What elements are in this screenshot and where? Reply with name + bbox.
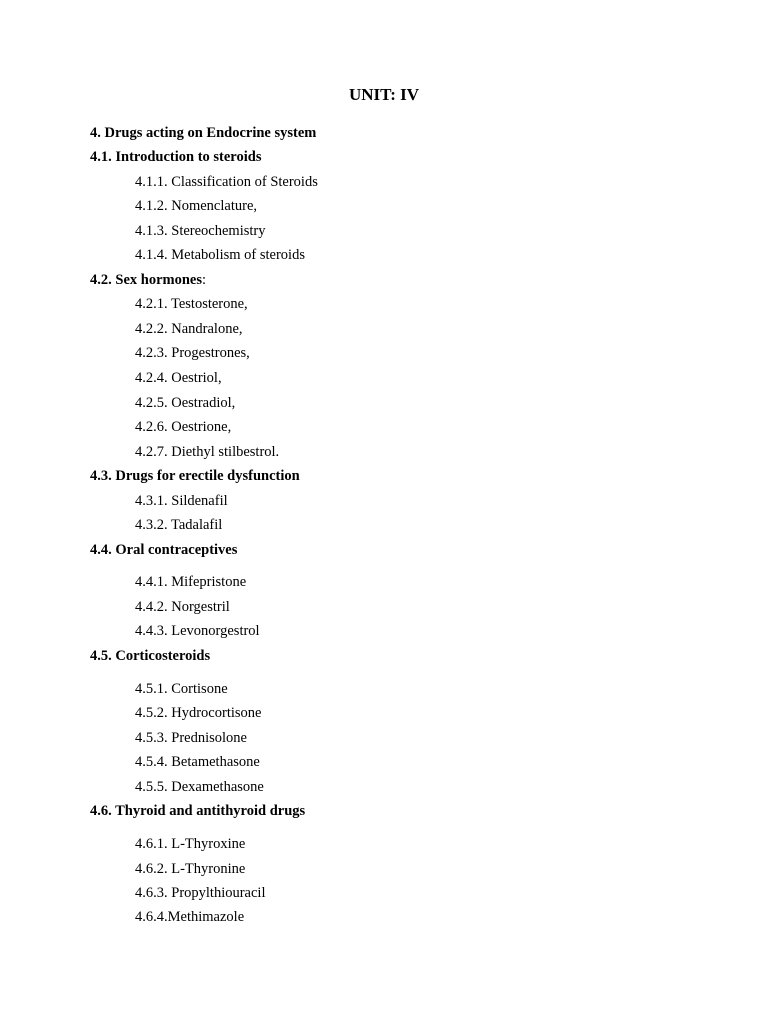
list-item: 4.5.3. Prednisolone [135,730,247,746]
list-item: 4.1.3. Stereochemistry [135,223,266,239]
list-item: 4.2.3. Progestrones, [135,345,250,361]
section-heading-4-3: 4.3. Drugs for erectile dysfunction [90,468,300,484]
section-heading-4-1: 4.1. Introduction to steroids [90,149,262,165]
list-item: 4.3.2. Tadalafil [135,517,223,533]
list-item: 4.5.2. Hydrocortisone [135,705,262,721]
section-heading-label: 4.2. Sex hormones [90,272,202,288]
list-item: 4.2.4. Oestriol, [135,370,222,386]
main-heading: 4. Drugs acting on Endocrine system [90,125,317,141]
section-heading-4-2 [90,271,206,289]
list-item: 4.5.4. Betamethasone [135,754,260,770]
section-heading-4-5: 4.5. Corticosteroids [90,648,211,664]
list-item: 4.3.1. Sildenafil [135,493,228,509]
list-item: 4.2.1. Testosterone, [135,296,248,312]
section-heading-4-4: 4.4. Oral contraceptives [90,542,238,558]
list-item: 4.2.7. Diethyl stilbestrol. [135,444,280,460]
heading-colon: : [201,272,207,288]
list-item: 4.1.1. Classification of Steroids [135,174,318,190]
list-item: 4.2.6. Oestrione, [135,419,232,435]
list-item: 4.6.3. Propylthiouracil [135,885,266,901]
list-item: 4.2.2. Nandralone, [135,321,243,337]
list-item: 4.6.2. L-Thyronine [135,861,246,877]
list-item: 4.1.4. Metabolism of steroids [135,247,305,263]
list-item: 4.4.2. Norgestril [135,599,230,615]
list-item: 4.6.4.Methimazole [135,909,245,925]
list-item: 4.5.5. Dexamethasone [135,779,264,795]
list-item: 4.2.5. Oestradiol, [135,395,236,411]
list-item: 4.1.2. Nomenclature, [135,198,258,214]
section-heading-4-6: 4.6. Thyroid and antithyroid drugs [90,803,306,819]
list-item: 4.4.3. Levonorgestrol [135,623,260,639]
list-item: 4.5.1. Cortisone [135,681,228,697]
list-item: 4.6.1. L-Thyroxine [135,836,246,852]
unit-title: UNIT: IV [348,85,420,104]
list-item: 4.4.1. Mifepristone [135,574,247,590]
